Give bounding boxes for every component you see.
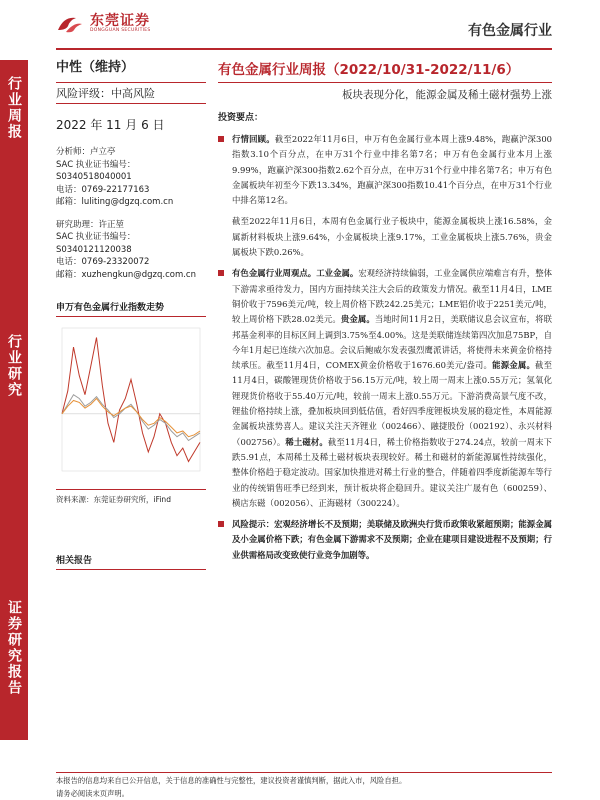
precious-metals-text: 当地时间11月2日，美联储议息会议宣布，将联邦基金利率的目标区间上调到3.75%至4.00%。这是美联储连续第四次加息75BP，自今年1月起已连续六次加息。会议后鲍威尔发表强烈鹰派讲话，将使得未来黄金价格持续承压。截至11月4日，COMEX黄金价格收于1676.60美元/盎司。 <box>232 314 552 371</box>
subsector-text: 截至2022年11月6日，本周有色金属行业子板块中，能源金属板块上涨16.58%，金属新材料板块上涨9.64%，小金属板块上涨9.17%，工业金属板块上涨5.76%，贵金属板块下跌0.26%。 <box>232 216 552 258</box>
industrial-metals-heading: 工业金属。 <box>316 268 359 279</box>
assistant-cert-label: SAC 执业证书编号： <box>56 232 136 242</box>
subsector-paragraph <box>218 214 552 260</box>
report-date: 2022 年 11 月 6 日 <box>56 118 165 132</box>
risk-heading: 风险提示： <box>232 519 275 530</box>
analyst-email[interactable]: 邮箱：luliting@dgzq.com.cn <box>56 197 174 207</box>
risk-paragraph <box>218 517 552 563</box>
left-column <box>56 56 206 281</box>
keypoints-heading: 投资要点： <box>218 113 264 123</box>
footer-divider <box>56 772 552 773</box>
chart-frame <box>62 328 200 471</box>
logo-subtitle: DONGGUAN SECURITIES <box>90 28 151 33</box>
company-logo <box>56 14 151 34</box>
energy-metals-text: 截至11月4日，碳酸锂现货价格收于56.15万元/吨，较上周一周末上涨0.55万元；氢氧化锂现货价格收于55.40万元/吨，较前一周末上涨0.55万元。下游消费高景气度不改，锂盐价格持续上涨，叠加板块回到低估值，看好四季度锂板块发展的稳定性，本周能源金属板块涨势喜人。建议关注天齐锂业（002466）、融捷股份（002192）、永兴材料（002756）。 <box>232 360 553 447</box>
bullet-icon <box>218 521 224 527</box>
rating: 中性（维持） <box>56 60 135 75</box>
related-reports-title[interactable]: 相关报告 <box>56 553 206 570</box>
industrial-metals-text: 宏观经济持续偏弱，工业金属供应端难言有升，整体下游需求亟待发力，国内方面持续关注大会后的政策发力情况。截至11月4日，LME铜价收于7596美元/吨，较上周价格下跌242.25美元；LME铝价收于2251美元/吨，较上周价格下跌28.02美元。 <box>232 268 553 325</box>
precious-metals-heading: 贵金属。 <box>340 314 375 325</box>
chart-title: 申万有色金属行业指数走势 <box>56 300 206 317</box>
bullet-icon <box>218 270 224 276</box>
page-header <box>0 0 600 48</box>
analyst-phone: 电话：0769-22177163 <box>56 184 150 195</box>
bullet-icon <box>218 136 224 142</box>
chart-series-line <box>62 395 200 441</box>
rare-earth-heading: 稀土磁材。 <box>285 436 328 447</box>
chart-source: 资料来源：东莞证券研究所，iFind <box>56 489 206 505</box>
strip-label-research <box>0 334 28 403</box>
market-review-paragraph <box>218 132 552 208</box>
analyst-cert: S0340518040001 <box>56 172 132 182</box>
weekly-view-heading: 有色金属行业周观点。 <box>232 268 317 279</box>
strip-label-weekly-text: 行业周报 <box>6 76 22 140</box>
risk-text: 宏观经济增长不及预期；美联储及欧洲央行货币政策收紧超预期；能源金属及小金属价格下跌；有色金属下游需求不及预期；企业在建项目建设进程不及预期；行业供需格局改变致使行业竞争加剧等。 <box>232 519 553 560</box>
strip-label-research-text: 行业研究 <box>6 334 22 398</box>
assistant-cert: S0340121120038 <box>56 244 132 255</box>
disclaimer-line: 本报告的信息均来自已公开信息，关于信息的准确性与完整性，建议投资者谨慎判断，据此入市，风险自担。 <box>56 776 407 785</box>
index-trend-chart <box>56 318 206 468</box>
logo-name: 东莞证券 <box>90 13 150 29</box>
chart-title-wrap <box>56 300 206 317</box>
analyst-cert-label: SAC 执业证书编号： <box>56 159 136 170</box>
chart-series-line <box>62 338 200 462</box>
assistant-info <box>56 219 206 282</box>
page-subtitle: 板块表现分化，能源金属及稀土磁材强势上涨 <box>218 82 552 104</box>
report-body <box>218 132 552 569</box>
industry-label: 有色金属行业 <box>468 23 552 39</box>
assistant-name: 研究助理：许正堃 <box>56 219 125 230</box>
assistant-phone: 电话：0769-23320072 <box>56 257 150 267</box>
analyst-name: 分析师：卢立亭 <box>56 147 116 157</box>
market-review-text: 截至2022年11月6日，申万有色金属行业本周上涨9.48%，跑赢沪深300指数3.10个百分点，在申万31个行业中排名第7名；申万有色金属行业本月上涨9.99%，跑赢沪深300指数2.62个百分点，在申万31个行业中排名第7名；申万有色金属板块年初至今下跌13.34%，跑赢沪深300指数10.41个百分点，在申万31个行业中排名第12名。 <box>232 134 553 206</box>
weekly-view-paragraph <box>218 266 552 511</box>
rare-earth-text: 截至11月4日，稀土价格指数收于274.24点，较前一周末下跌5.91点，本周稀土及稀土磁材板块表现较好。稀土和磁材的新能源属性持续强化，整体价格趋于稳定波动。国家加快推进对稀土行业的整合，伴随着四季度新能源车等行业的传统销售旺季已经到来，预计板块将企稳回升。建议关注广晟有色（600259）、横店东磁（002056）、正海磁材（300224）。 <box>232 436 552 508</box>
logo-mark-icon <box>56 14 84 34</box>
trend-chart-svg <box>56 318 206 483</box>
risk-rating: 风险评级：中高风险 <box>56 82 206 104</box>
assistant-email[interactable]: 邮箱：xuzhengkun@dgzq.com.cn <box>56 269 196 280</box>
disclaimer-note: 请务必阅读末页声明。 <box>56 789 129 798</box>
strip-label-report-text: 证券研究报告 <box>6 600 22 696</box>
side-strip <box>0 60 28 740</box>
header-divider <box>56 48 552 50</box>
strip-label-report <box>0 600 28 701</box>
strip-label-weekly <box>0 76 28 145</box>
page-title: 有色金属行业周报（2022/10/31-2022/11/6） <box>218 62 520 78</box>
analyst-info <box>56 146 206 209</box>
page-footer <box>56 774 552 800</box>
market-review-heading: 行情回顾。 <box>232 134 275 144</box>
energy-metals-heading: 能源金属。 <box>492 360 536 371</box>
